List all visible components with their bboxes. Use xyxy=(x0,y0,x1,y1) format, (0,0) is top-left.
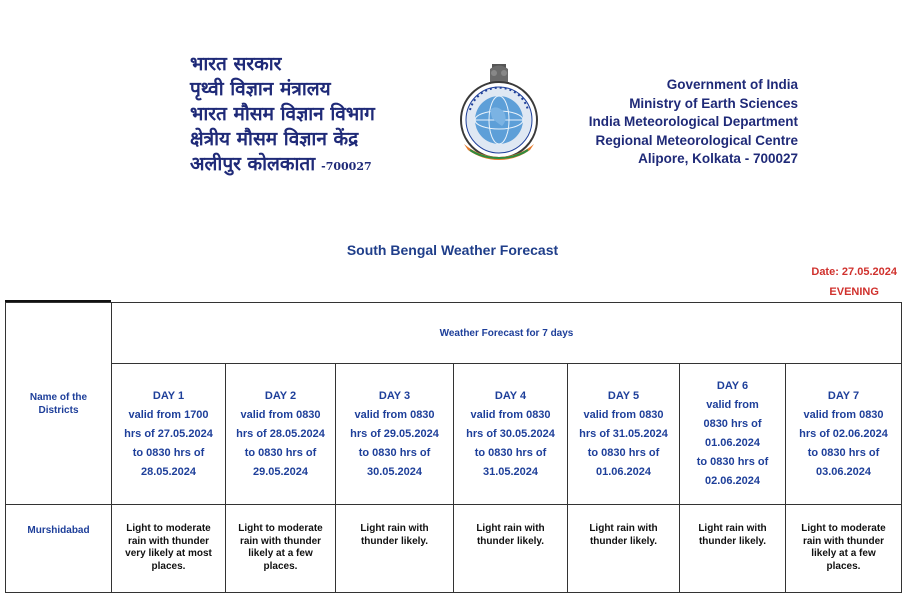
day-label: DAY 7 xyxy=(827,389,860,402)
forecast-text-line: thunder likely. xyxy=(360,535,429,547)
english-line: Alipore, Kolkata - 700027 xyxy=(638,151,798,166)
district-header-line: Districts xyxy=(38,404,79,416)
day-validity-line: valid from 0830 xyxy=(470,408,551,421)
imd-emblem-logo xyxy=(456,60,542,160)
day-validity-line: valid from 0830 xyxy=(240,408,321,421)
day-7-header xyxy=(786,364,902,505)
english-header xyxy=(589,76,798,169)
day-validity-line: valid from 0830 xyxy=(583,408,664,421)
forecast-cell-day-2 xyxy=(226,505,336,593)
district-column-header xyxy=(6,303,112,505)
forecast-text-line: likely at a few xyxy=(248,548,313,559)
english-line: India Meteorological Department xyxy=(588,114,798,129)
day-validity-line: hrs of 02.06.2024 xyxy=(799,427,888,440)
day-validity-line: to 0830 hrs of xyxy=(696,456,769,468)
english-line: Regional Meteorological Centre xyxy=(595,132,798,148)
district-header-line: Name of the xyxy=(29,391,88,403)
day-validity-line: 03.06.2024 xyxy=(815,465,872,478)
forecast-text-line: rain with thunder xyxy=(802,535,885,547)
hindi-line xyxy=(190,152,375,179)
day-validity-line: 29.05.2024 xyxy=(252,465,309,478)
forecast-text-line: Light rain with xyxy=(360,523,429,534)
day-3-header xyxy=(336,364,454,505)
day-label: DAY 2 xyxy=(264,389,297,402)
forecast-cell-day-6 xyxy=(680,505,786,593)
day-validity-line: hrs of 28.05.2024 xyxy=(236,427,325,440)
forecast-text-line: rain with thunder xyxy=(239,535,322,547)
forecast-date: Date: 27.05.2024 xyxy=(811,266,897,278)
day-validity-line: 30.05.2024 xyxy=(366,465,423,478)
hindi-line: पृथ्वी विज्ञान मंत्रालय xyxy=(190,78,331,100)
forecast-text-line: thunder likely. xyxy=(589,535,658,547)
day-validity-line: 02.06.2024 xyxy=(704,475,761,487)
day-validity-line: valid from 1700 xyxy=(128,408,209,421)
day-validity-line: to 0830 hrs of xyxy=(587,446,660,459)
day-validity-line: hrs of 30.05.2024 xyxy=(466,427,555,440)
hindi-line: क्षेत्रीय मौसम विज्ञान केंद्र xyxy=(190,128,359,150)
forecast-text-line: Light to moderate xyxy=(801,523,886,534)
day-validity-line: valid from 0830 xyxy=(803,408,884,421)
day-1-header xyxy=(112,364,226,505)
forecast-text-line: rain with thunder xyxy=(127,535,210,547)
day-validity-line: 0830 hrs of xyxy=(703,418,762,430)
day-validity-line: to 0830 hrs of xyxy=(132,446,205,459)
day-label: DAY 6 xyxy=(716,380,749,392)
date-block xyxy=(811,262,897,302)
day-validity-line: 01.06.2024 xyxy=(704,437,761,449)
forecast-cell-day-3 xyxy=(336,505,454,593)
day-validity-line: to 0830 hrs of xyxy=(244,446,317,459)
day-6-header xyxy=(680,364,786,505)
hindi-city: अलीपुर कोलकाता xyxy=(190,153,316,175)
day-label: DAY 5 xyxy=(607,389,640,402)
forecast-header: Weather Forecast for 7 days xyxy=(112,303,902,364)
day-validity-line: 31.05.2024 xyxy=(482,465,539,478)
day-validity-line: 28.05.2024 xyxy=(140,465,197,478)
day-validity-line: 01.06.2024 xyxy=(595,465,652,478)
day-2-header xyxy=(226,364,336,505)
forecast-text-line: Light rain with xyxy=(698,523,767,534)
day-validity-line: to 0830 hrs of xyxy=(474,446,547,459)
forecast-text-line: very likely at most xyxy=(125,548,212,559)
forecast-text-line: likely at a few xyxy=(811,548,876,559)
day-validity-line: hrs of 27.05.2024 xyxy=(124,427,213,440)
day-validity-line: valid from 0830 xyxy=(354,408,435,421)
district-name: Murshidabad xyxy=(6,505,112,593)
forecast-cell-day-7 xyxy=(786,505,902,593)
forecast-text-line: places. xyxy=(151,560,186,572)
forecast-cell-day-1 xyxy=(112,505,226,593)
forecast-text-line: Light rain with xyxy=(476,523,545,534)
hindi-line: भारत सरकार xyxy=(190,53,282,75)
forecast-text-line: places. xyxy=(826,560,861,572)
english-line: Government of India xyxy=(666,77,798,92)
day-validity-line: hrs of 31.05.2024 xyxy=(579,427,668,440)
forecast-text-line: Light to moderate xyxy=(238,523,323,534)
hindi-line: भारत मौसम विज्ञान विभाग xyxy=(190,103,375,125)
forecast-text-line: Light to moderate xyxy=(126,523,211,534)
day-5-header xyxy=(568,364,680,505)
forecast-cell-day-5 xyxy=(568,505,680,593)
forecast-text-line: places. xyxy=(263,560,298,572)
hindi-pincode: -700027 xyxy=(321,160,372,173)
day-4-header xyxy=(454,364,568,505)
day-label: DAY 4 xyxy=(494,389,527,402)
forecast-session: EVENING xyxy=(829,286,879,298)
day-label: DAY 1 xyxy=(152,389,185,402)
day-validity-line: to 0830 hrs of xyxy=(807,446,880,459)
forecast-text-line: thunder likely. xyxy=(698,535,767,547)
day-validity-line: to 0830 hrs of xyxy=(358,446,431,459)
day-validity-line: hrs of 29.05.2024 xyxy=(350,427,439,440)
forecast-cell-day-4 xyxy=(454,505,568,593)
forecast-text-line: thunder likely. xyxy=(476,535,545,547)
hindi-header xyxy=(190,52,375,179)
page-title: South Bengal Weather Forecast xyxy=(346,242,559,258)
day-validity-line: valid from xyxy=(706,399,759,411)
english-line: Ministry of Earth Sciences xyxy=(629,95,798,111)
forecast-table xyxy=(5,302,902,593)
day-label: DAY 3 xyxy=(378,389,411,402)
forecast-text-line: Light rain with xyxy=(589,523,658,534)
